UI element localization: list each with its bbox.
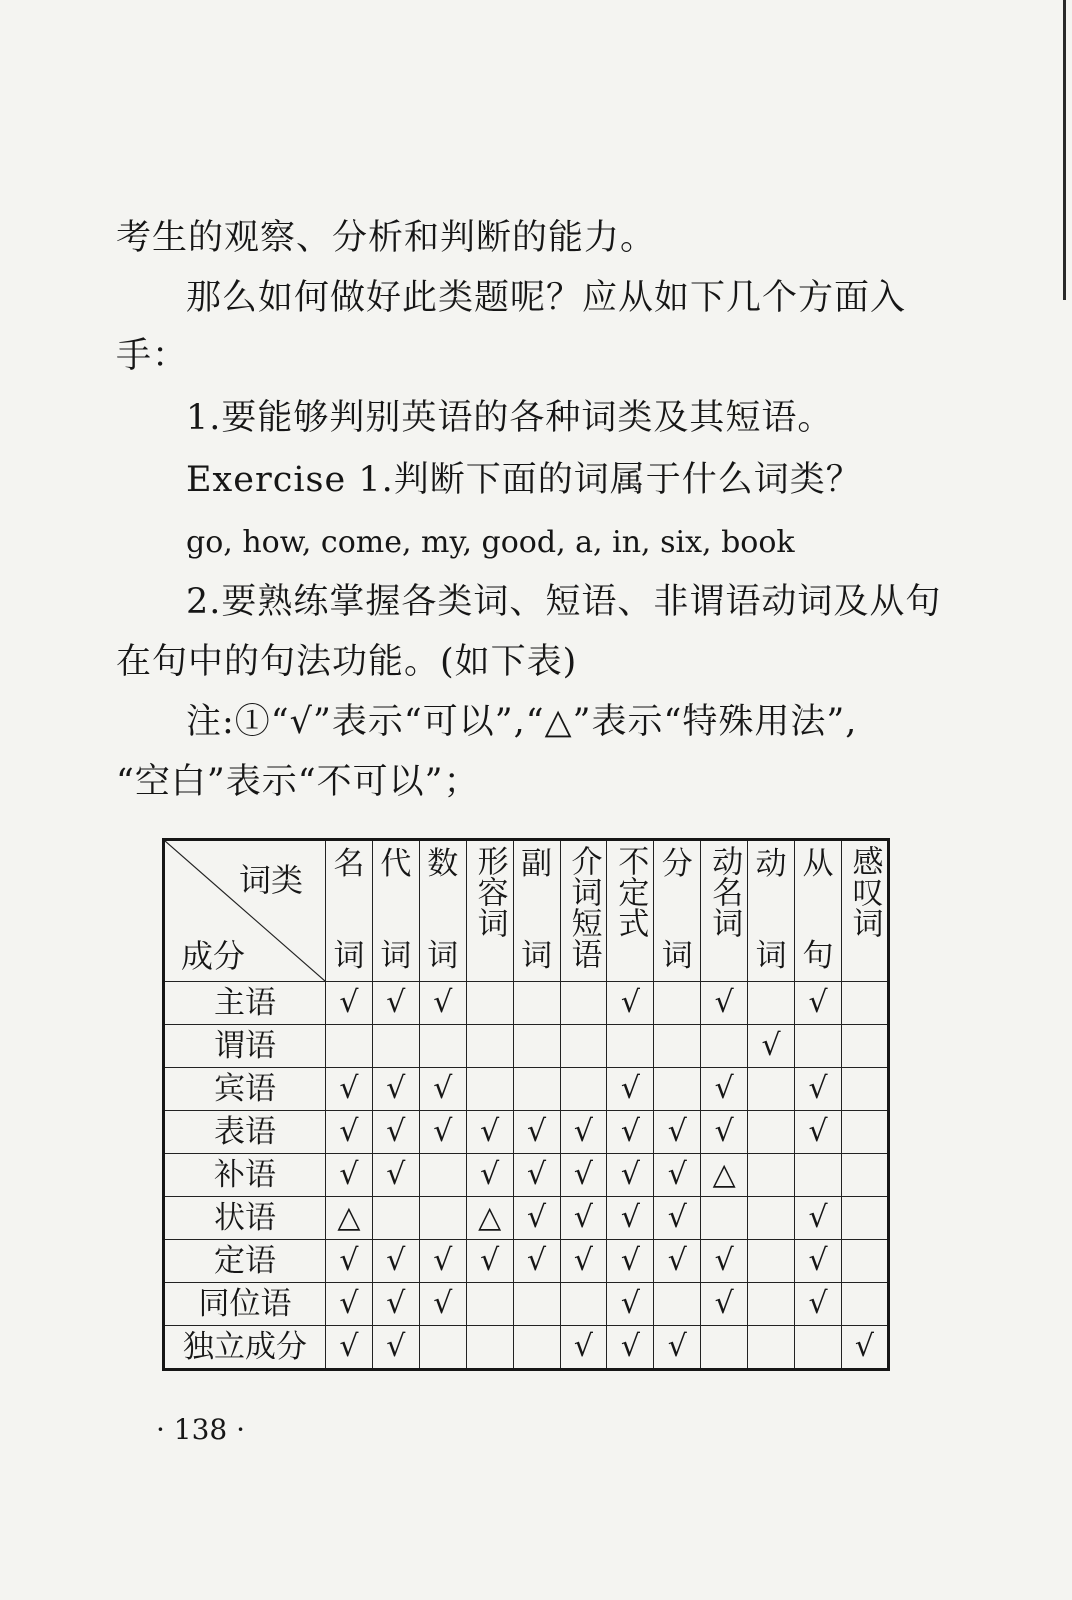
- check-mark: √: [620, 1114, 640, 1149]
- paragraph-line-3: 手：: [116, 336, 189, 376]
- paragraph-line-8: 在句中的句法功能。(如下表): [116, 642, 578, 682]
- table-cell: [372, 1197, 419, 1240]
- table-cell: [560, 1154, 607, 1197]
- table-cell: [748, 1197, 795, 1240]
- table-cell: [795, 1025, 842, 1068]
- check-mark: √: [573, 1329, 594, 1364]
- table-cell: [795, 982, 842, 1025]
- table-corner-cell: [164, 840, 326, 982]
- paragraph-line-2: 那么如何做好此类题呢？应从如下几个方面入: [186, 278, 907, 318]
- table-cell: [372, 1240, 419, 1283]
- check-mark: √: [808, 985, 828, 1020]
- check-mark: √: [714, 1071, 734, 1106]
- column-header: [654, 840, 701, 982]
- table-cell: [701, 1283, 748, 1326]
- table-cell: [607, 1283, 654, 1326]
- check-mark: √: [433, 1071, 453, 1106]
- check-mark: √: [714, 1114, 734, 1149]
- table-row: [164, 1240, 889, 1283]
- triangle-mark: △: [478, 1200, 502, 1235]
- table-cell: [841, 1240, 888, 1283]
- table-cell: [419, 982, 466, 1025]
- column-header-bottom-char: 词: [333, 938, 365, 974]
- table-cell: [795, 1111, 842, 1154]
- table-cell: [607, 982, 654, 1025]
- table-cell: [372, 1111, 419, 1154]
- column-header: [466, 840, 513, 982]
- table-cell: [513, 982, 560, 1025]
- column-header-bottom-char: 词: [427, 938, 459, 974]
- table-cell: [560, 1068, 607, 1111]
- triangle-mark: △: [337, 1200, 361, 1235]
- check-mark: √: [808, 1200, 828, 1235]
- check-mark: √: [527, 1114, 547, 1149]
- column-header: [701, 840, 748, 982]
- paragraph-line-7: 2.要熟练掌握各类词、短语、非谓语动词及从句: [186, 582, 942, 622]
- table-row: [164, 1326, 889, 1370]
- check-mark: √: [386, 1157, 406, 1192]
- check-mark: √: [808, 1286, 828, 1321]
- table-cell: [466, 1326, 513, 1370]
- table-cell: [560, 1025, 607, 1068]
- column-header: [607, 840, 654, 982]
- check-mark: √: [433, 1286, 453, 1321]
- paragraph-line-9: 注:①“√”表示“可以”,“△”表示“特殊用法”,: [186, 702, 858, 742]
- table-cell: [841, 1025, 888, 1068]
- table-cell: [607, 1326, 654, 1370]
- table-cell: [795, 1154, 842, 1197]
- paragraph-line-10: “空白”表示“不可以”；: [116, 762, 480, 802]
- table-cell: [701, 1025, 748, 1068]
- check-mark: √: [573, 1114, 594, 1149]
- check-mark: √: [386, 1243, 406, 1278]
- table-header-row: [164, 840, 889, 982]
- table-cell: [841, 1326, 888, 1370]
- check-mark: √: [620, 1200, 640, 1235]
- table-cell: [419, 1197, 466, 1240]
- column-header: [419, 840, 466, 982]
- table-cell: [841, 1197, 888, 1240]
- column-header: [513, 840, 560, 982]
- check-mark: √: [714, 1286, 734, 1321]
- table-cell: [419, 1240, 466, 1283]
- check-mark: √: [573, 1200, 594, 1235]
- column-header-top-char: 数: [427, 846, 459, 882]
- table-cell: [326, 1068, 373, 1111]
- check-mark: √: [339, 1329, 359, 1364]
- check-mark: √: [573, 1157, 594, 1192]
- check-mark: √: [433, 1114, 453, 1149]
- table-cell: [607, 1154, 654, 1197]
- column-header-label: 动名词: [706, 845, 743, 938]
- table-cell: [326, 1326, 373, 1370]
- table-cell: [748, 1326, 795, 1370]
- table-row: [164, 1111, 889, 1154]
- table-cell: [701, 1111, 748, 1154]
- row-label: 谓语: [164, 1025, 326, 1068]
- column-header: [372, 840, 419, 982]
- table-cell: [513, 1326, 560, 1370]
- column-header: [560, 840, 607, 982]
- table-row: [164, 1068, 889, 1111]
- row-label: 宾语: [164, 1068, 326, 1111]
- table-cell: [560, 1283, 607, 1326]
- table-row: [164, 1025, 889, 1068]
- column-header-bottom-char: 词: [380, 938, 412, 974]
- check-mark: √: [339, 1286, 359, 1321]
- table-cell: [841, 1154, 888, 1197]
- table-cell: [795, 1326, 842, 1370]
- column-header-bottom-char: 词: [661, 938, 693, 974]
- check-mark: √: [808, 1071, 828, 1106]
- column-header-bottom-char: 句: [802, 938, 834, 974]
- column-header-top-char: 代: [380, 846, 412, 882]
- row-label: 表语: [164, 1111, 326, 1154]
- grammar-table: [162, 838, 890, 1371]
- check-mark: √: [620, 1071, 640, 1106]
- table-cell: [654, 1326, 701, 1370]
- paragraph-line-6: go, how, come, my, good, a, in, six, book: [186, 525, 795, 560]
- table-cell: [466, 1197, 513, 1240]
- table-cell: [841, 1111, 888, 1154]
- table-cell: [513, 1154, 560, 1197]
- table-cell: [748, 1240, 795, 1283]
- check-mark: √: [620, 1329, 640, 1364]
- table-cell: [560, 982, 607, 1025]
- check-mark: √: [808, 1114, 828, 1149]
- check-mark: √: [339, 1157, 359, 1192]
- check-mark: √: [480, 1157, 500, 1192]
- column-header: [795, 840, 842, 982]
- table-cell: [419, 1154, 466, 1197]
- column-header: [841, 840, 888, 982]
- table-cell: [795, 1197, 842, 1240]
- table-cell: [841, 1068, 888, 1111]
- check-mark: √: [527, 1157, 547, 1192]
- paragraph-line-1: 考生的观察、分析和判断的能力。: [116, 218, 657, 258]
- table-cell: [466, 1068, 513, 1111]
- table-cell: [701, 1154, 748, 1197]
- column-header-bottom-char: 词: [521, 938, 553, 974]
- table-cell: [701, 982, 748, 1025]
- table-cell: [654, 1068, 701, 1111]
- table-cell: [654, 1240, 701, 1283]
- check-mark: √: [339, 1243, 359, 1278]
- table-cell: [748, 1111, 795, 1154]
- check-mark: √: [667, 1243, 687, 1278]
- table-cell: [701, 1197, 748, 1240]
- column-header: [326, 840, 373, 982]
- table-cell: [326, 982, 373, 1025]
- row-label: 补语: [164, 1154, 326, 1197]
- column-header-label: 感叹词: [846, 845, 883, 938]
- check-mark: √: [620, 1286, 640, 1321]
- table-cell: [513, 1283, 560, 1326]
- page-number: · 138 ·: [156, 1413, 246, 1446]
- table-cell: [560, 1240, 607, 1283]
- check-mark: √: [667, 1157, 687, 1192]
- table-cell: [795, 1068, 842, 1111]
- check-mark: √: [620, 1157, 640, 1192]
- check-mark: √: [808, 1243, 828, 1278]
- check-mark: √: [527, 1200, 547, 1235]
- check-mark: √: [386, 985, 406, 1020]
- table-cell: [326, 1197, 373, 1240]
- check-mark: √: [433, 1243, 453, 1278]
- check-mark: √: [527, 1243, 547, 1278]
- check-mark: √: [714, 985, 734, 1020]
- table-cell: [748, 1068, 795, 1111]
- table-cell: [419, 1326, 466, 1370]
- column-header-top-char: 动: [755, 846, 787, 882]
- column-header-top-char: 副: [521, 846, 553, 882]
- table-cell: [654, 1197, 701, 1240]
- table-cell: [607, 1068, 654, 1111]
- column-header-top-char: 分: [661, 846, 693, 882]
- table-cell: [513, 1240, 560, 1283]
- table-cell: [748, 982, 795, 1025]
- check-mark: √: [761, 1028, 781, 1063]
- table-cell: [372, 1025, 419, 1068]
- table-cell: [466, 1283, 513, 1326]
- table-cell: [607, 1197, 654, 1240]
- check-mark: √: [667, 1114, 687, 1149]
- table-cell: [748, 1025, 795, 1068]
- table-cell: [607, 1240, 654, 1283]
- page-edge: [1063, 0, 1066, 300]
- check-mark: √: [480, 1114, 500, 1149]
- check-mark: √: [339, 1114, 359, 1149]
- table-cell: [560, 1326, 607, 1370]
- table-cell: [795, 1283, 842, 1326]
- check-mark: √: [573, 1243, 594, 1278]
- check-mark: √: [386, 1114, 406, 1149]
- table-cell: [466, 982, 513, 1025]
- table-cell: [326, 1154, 373, 1197]
- column-header-label: 介词短语: [565, 845, 602, 969]
- table-cell: [654, 1154, 701, 1197]
- table-row: [164, 982, 889, 1025]
- table-cell: [607, 1111, 654, 1154]
- table-cell: [607, 1025, 654, 1068]
- check-mark: √: [667, 1200, 687, 1235]
- table-cell: [560, 1197, 607, 1240]
- column-header-label: 不定式: [612, 845, 649, 938]
- column-header-bottom-char: 词: [755, 938, 787, 974]
- table-cell: [372, 1283, 419, 1326]
- table-cell: [372, 1326, 419, 1370]
- table-cell: [654, 1025, 701, 1068]
- row-label: 独立成分: [164, 1326, 326, 1370]
- column-header-top-char: 名: [333, 846, 365, 882]
- table-cell: [466, 1025, 513, 1068]
- table-cell: [701, 1068, 748, 1111]
- table-cell: [466, 1240, 513, 1283]
- table-row: [164, 1283, 889, 1326]
- table-cell: [326, 1111, 373, 1154]
- table-body: [164, 982, 889, 1370]
- table-cell: [372, 1068, 419, 1111]
- table-cell: [701, 1326, 748, 1370]
- table-cell: [795, 1240, 842, 1283]
- table-cell: [419, 1068, 466, 1111]
- check-mark: √: [339, 985, 359, 1020]
- paragraph-line-4: 1.要能够判别英语的各种词类及其短语。: [186, 398, 834, 438]
- table-cell: [326, 1240, 373, 1283]
- check-mark: √: [433, 985, 453, 1020]
- table-cell: [326, 1025, 373, 1068]
- row-label: 状语: [164, 1197, 326, 1240]
- table-row: [164, 1154, 889, 1197]
- table-cell: [466, 1111, 513, 1154]
- table-cell: [372, 982, 419, 1025]
- column-header-label: 形容词: [471, 845, 508, 938]
- table-cell: [513, 1068, 560, 1111]
- table-cell: [701, 1240, 748, 1283]
- table-cell: [326, 1283, 373, 1326]
- table-cell: [654, 1283, 701, 1326]
- table-cell: [513, 1025, 560, 1068]
- table-cell: [654, 1111, 701, 1154]
- table-cell: [654, 982, 701, 1025]
- table-cell: [419, 1283, 466, 1326]
- table-cell: [466, 1154, 513, 1197]
- check-mark: √: [386, 1071, 406, 1106]
- corner-label-word-class: 词类: [238, 861, 303, 899]
- table-cell: [841, 1283, 888, 1326]
- paragraph-line-5: Exercise 1.判断下面的词属于什么词类？: [186, 460, 862, 500]
- check-mark: √: [386, 1329, 406, 1364]
- table-cell: [748, 1154, 795, 1197]
- row-label: 定语: [164, 1240, 326, 1283]
- table-cell: [372, 1154, 419, 1197]
- check-mark: √: [854, 1329, 875, 1364]
- table-cell: [419, 1025, 466, 1068]
- check-mark: √: [667, 1329, 687, 1364]
- check-mark: √: [714, 1243, 734, 1278]
- column-header: [748, 840, 795, 982]
- table-cell: [419, 1111, 466, 1154]
- check-mark: √: [620, 1243, 640, 1278]
- table-cell: [841, 982, 888, 1025]
- table-cell: [560, 1111, 607, 1154]
- row-label: 主语: [164, 982, 326, 1025]
- triangle-mark: △: [712, 1157, 736, 1192]
- row-label: 同位语: [164, 1283, 326, 1326]
- column-header-top-char: 从: [802, 846, 834, 882]
- table-cell: [513, 1111, 560, 1154]
- table-row: [164, 1197, 889, 1240]
- corner-label-sentence-element: 成分: [181, 937, 246, 975]
- table-cell: [513, 1197, 560, 1240]
- check-mark: √: [620, 985, 640, 1020]
- check-mark: √: [339, 1071, 359, 1106]
- table-cell: [748, 1283, 795, 1326]
- check-mark: √: [480, 1243, 500, 1278]
- check-mark: √: [386, 1286, 406, 1321]
